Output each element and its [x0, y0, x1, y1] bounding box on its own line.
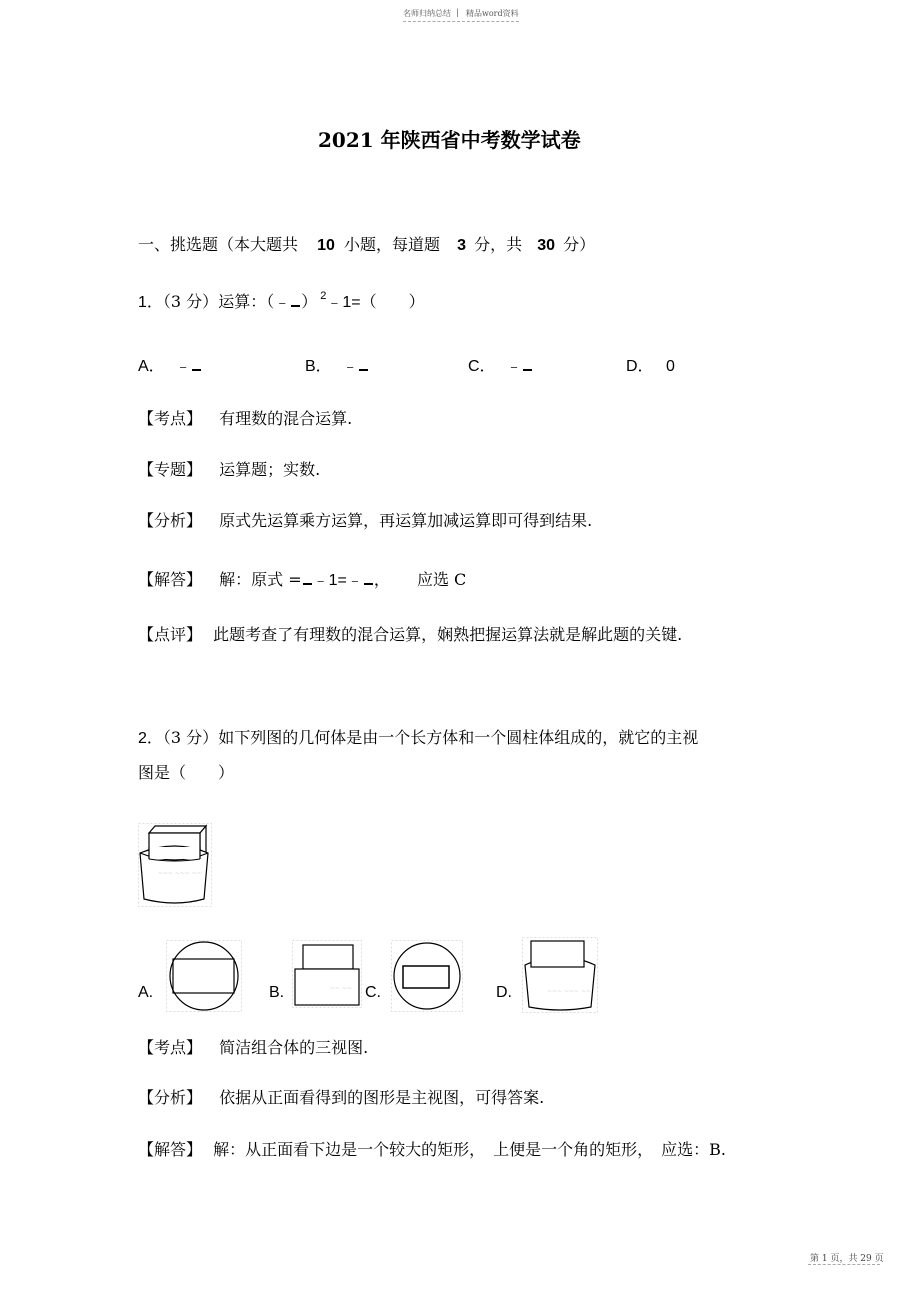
q1-zhuanti-text: 运算题；实数. [219, 460, 321, 479]
q2-solid-figure [138, 823, 212, 907]
section-suffix: 分） [563, 235, 596, 254]
q1-option-d-text: 0 [666, 358, 675, 375]
q1-jieda-3: ， [373, 570, 390, 589]
q2-number: 2． [138, 730, 163, 747]
section-prefix: 一、挑选题（本大题共 [138, 235, 299, 254]
q1-zhuanti-tag: 【专题】 [138, 460, 203, 479]
q1-kaodian-text: 有理数的混合运算. [219, 409, 353, 428]
q1-fenxi-text: 原式先运算乘方运算，再运算加减运算即可得到结果. [219, 511, 593, 530]
q1-jieda [138, 567, 466, 590]
page-number: 第 1 页，共 29 页 [810, 1254, 884, 1264]
q1-dianping-text: 此题考查了有理数的混合运算，娴熟把握运算法就是解此题的关键. [213, 625, 683, 644]
section-points: 3 [457, 237, 467, 254]
q1-score: （3 分） [162, 292, 219, 311]
q1-dianping [138, 622, 682, 645]
q1-option-b-fraction [359, 357, 368, 371]
q2-fenxi [138, 1085, 544, 1108]
q1-option-b [305, 353, 369, 376]
q1-kaodian [138, 406, 352, 429]
header-left-text: 名师归纳总结 [403, 9, 451, 18]
section-mid2: 分，共 [474, 235, 523, 254]
q1-exponent: 2 [320, 290, 327, 302]
q2-jieda-text: 解：从正面看下边是一个较大的矩形， 上便是一个角的矩形， 应选：B. [213, 1140, 726, 1159]
q1-zhuanti [138, 457, 320, 480]
option-d-drawing [522, 937, 598, 1013]
q1-jieda-fraction-2 [364, 571, 373, 585]
q2-option-d-figure [522, 937, 598, 1013]
q1-jieda-1: 解：原式 = [219, 570, 302, 589]
q1-number: 1． [138, 294, 163, 311]
q1-jieda-2: ﹣1=﹣ [312, 572, 363, 589]
section-count: 10 [317, 237, 335, 254]
q1-fenxi-tag: 【分析】 [138, 511, 203, 530]
header-dashed-rule [403, 21, 519, 22]
q1-fraction-placeholder [291, 293, 300, 307]
q1-option-c [468, 353, 533, 376]
q2-kaodian [138, 1035, 368, 1058]
q2-stem-line2: 图是（ ） [138, 763, 235, 782]
q1-stem-close: ） [301, 292, 318, 311]
header-separator: | [456, 8, 459, 17]
q2-option-a-label: A. [138, 984, 154, 1001]
page-title: 2021 年陕西省中考数学试卷 [318, 128, 581, 152]
q1-option-b-text: ﹣ [342, 358, 359, 375]
svg-text:~~~ ~~~ ~~: ~~~ ~~~ ~~ [547, 988, 592, 995]
section-total: 30 [537, 237, 556, 254]
q2-option-c-label: C. [365, 984, 381, 1001]
svg-text:~~ ~~: ~~ ~~ [330, 985, 353, 992]
q2-option-d-label: D. [496, 984, 512, 1001]
q2-fenxi-text: 依据从正面看得到的图形是主视图，可得答案. [219, 1088, 545, 1107]
q1-stem-suffix: ﹣1=（ ） [326, 294, 425, 311]
q1-dianping-tag: 【点评】 [138, 625, 203, 644]
q1-stem-prefix: 运算：（﹣ [218, 292, 291, 311]
q1-option-c-text: ﹣ [506, 358, 523, 375]
q2-option-a-figure [166, 940, 242, 1012]
q1-option-a [138, 353, 202, 376]
q1-option-c-fraction [523, 357, 532, 371]
section-heading [138, 232, 595, 255]
q2-kaodian-tag: 【考点】 [138, 1038, 203, 1057]
q2-score: （3 分） [162, 728, 219, 747]
q2-kaodian-text: 简洁组合体的三视图. [219, 1038, 369, 1057]
footer-dashed-rule [808, 1264, 880, 1265]
q2-jieda [138, 1137, 726, 1160]
q2-fenxi-tag: 【分析】 [138, 1088, 203, 1107]
q1-option-c-label: C． [468, 358, 496, 375]
q1-option-d [626, 353, 675, 376]
option-a-drawing [166, 940, 242, 1012]
q2-option-b-figure [292, 940, 362, 1008]
q1-jieda-fraction-1 [303, 571, 312, 585]
q2-jieda-tag: 【解答】 [138, 1140, 203, 1159]
q2-option-c-figure [391, 940, 463, 1012]
q1-option-d-label: D． [626, 358, 654, 375]
q1-option-a-label: A． [138, 358, 165, 375]
section-mid1: 小题，每道题 [344, 235, 441, 254]
q2-option-b-label: B. [269, 984, 285, 1001]
solid-figure-drawing [138, 823, 212, 907]
q1-kaodian-tag: 【考点】 [138, 409, 203, 428]
header-right-text: 精品word资料 [466, 9, 519, 18]
q1-option-a-text: ﹣ [175, 358, 192, 375]
q1-jieda-4: 应选 C [416, 570, 467, 589]
q1-fenxi [138, 508, 592, 531]
q2-stem-line1 [138, 725, 698, 748]
q2-stem-text: 如下列图的几何体是由一个长方体和一个圆柱体组成的，就它的主视 [218, 728, 699, 747]
q1-jieda-tag: 【解答】 [138, 570, 203, 589]
q1-option-a-fraction [192, 357, 201, 371]
q1-option-b-label: B． [305, 358, 332, 375]
q1-stem [138, 289, 425, 312]
svg-text:~~~ ~~~ ~~: ~~~ ~~~ ~~ [158, 870, 203, 877]
option-c-drawing [391, 940, 463, 1012]
option-b-drawing [292, 940, 362, 1008]
